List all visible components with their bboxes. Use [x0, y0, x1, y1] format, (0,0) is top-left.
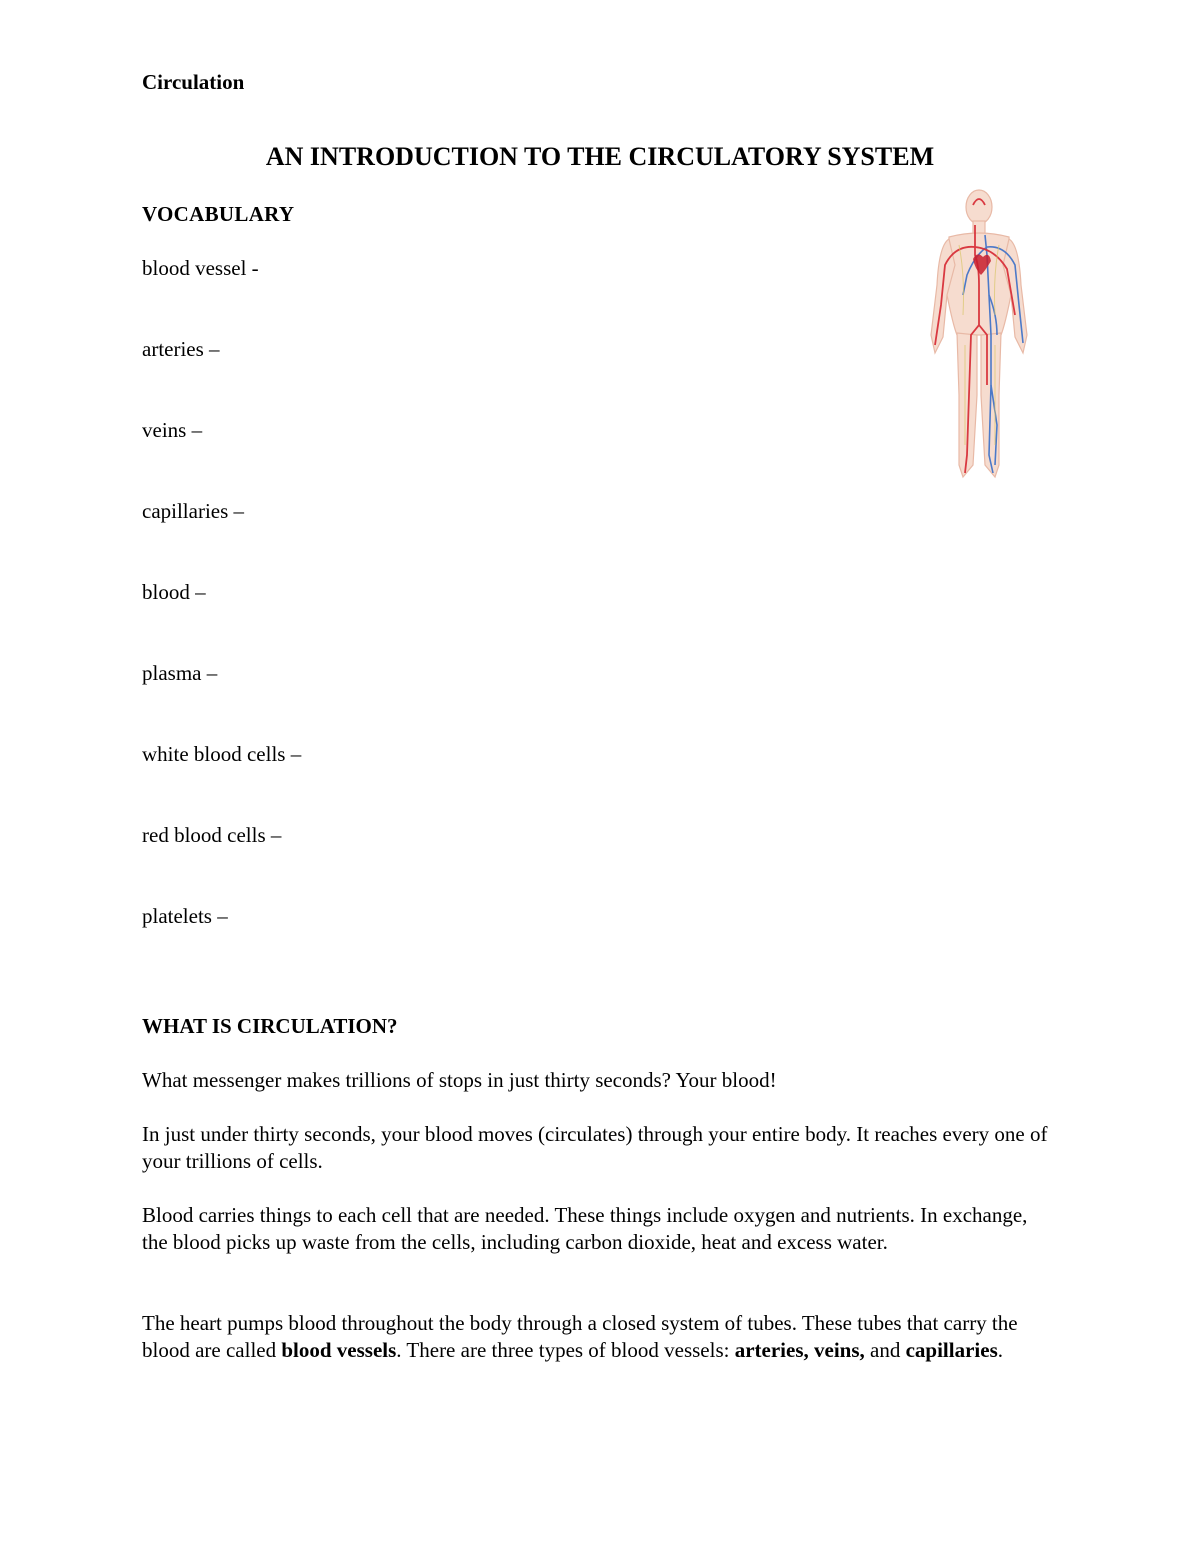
vocab-term-red-blood-cells: red blood cells – [142, 823, 282, 847]
page-title: AN INTRODUCTION TO THE CIRCULATORY SYSTEM [265, 142, 935, 171]
paragraph-messenger: What messenger makes trillions of stops in just thirty seconds? Your blood! [142, 1068, 777, 1092]
vocab-term-blood: blood – [142, 580, 206, 604]
vocab-term-capillaries: capillaries – [142, 499, 245, 523]
term-blood-vessels: blood vessels [281, 1338, 397, 1362]
paragraph-heart-pumps [142, 1310, 1057, 1364]
vocab-term-plasma: plasma – [142, 661, 218, 685]
circulatory-system-figure-icon [915, 185, 1043, 485]
text-run: . [997, 1338, 1003, 1362]
term-arteries-veins: arteries, veins, [734, 1338, 865, 1362]
vocab-term-arteries: arteries – [142, 337, 220, 361]
text-run: and [864, 1338, 906, 1362]
vocab-term-white-blood-cells: white blood cells – [142, 742, 302, 766]
vocab-term-platelets: platelets – [142, 904, 228, 928]
page-header: Circulation [142, 70, 245, 94]
term-capillaries: capillaries [905, 1338, 998, 1362]
text-run: The heart pumps blood throughout the body through a closed system of tubes. These tubes that carry the blood are called [142, 1311, 1018, 1362]
paragraph-blood-carries: Blood carries things to each cell that are needed. These things include oxygen and nutrients. In exchange, the blood picks up waste from the cells, including carbon dioxide, heat and excess water. [142, 1203, 1028, 1254]
circulation-section-heading: WHAT IS CIRCULATION? [142, 1014, 398, 1038]
vocab-term-veins: veins – [142, 418, 203, 442]
text-run: . There are three types of blood vessels: [396, 1338, 735, 1362]
vocab-term-blood-vessel: blood vessel - [142, 256, 259, 280]
vocabulary-heading: VOCABULARY [142, 202, 295, 226]
paragraph-blood-moves: In just under thirty seconds, your blood moves (circulates) through your entire body. It reaches every one of your trillions of cells. [142, 1122, 1048, 1173]
